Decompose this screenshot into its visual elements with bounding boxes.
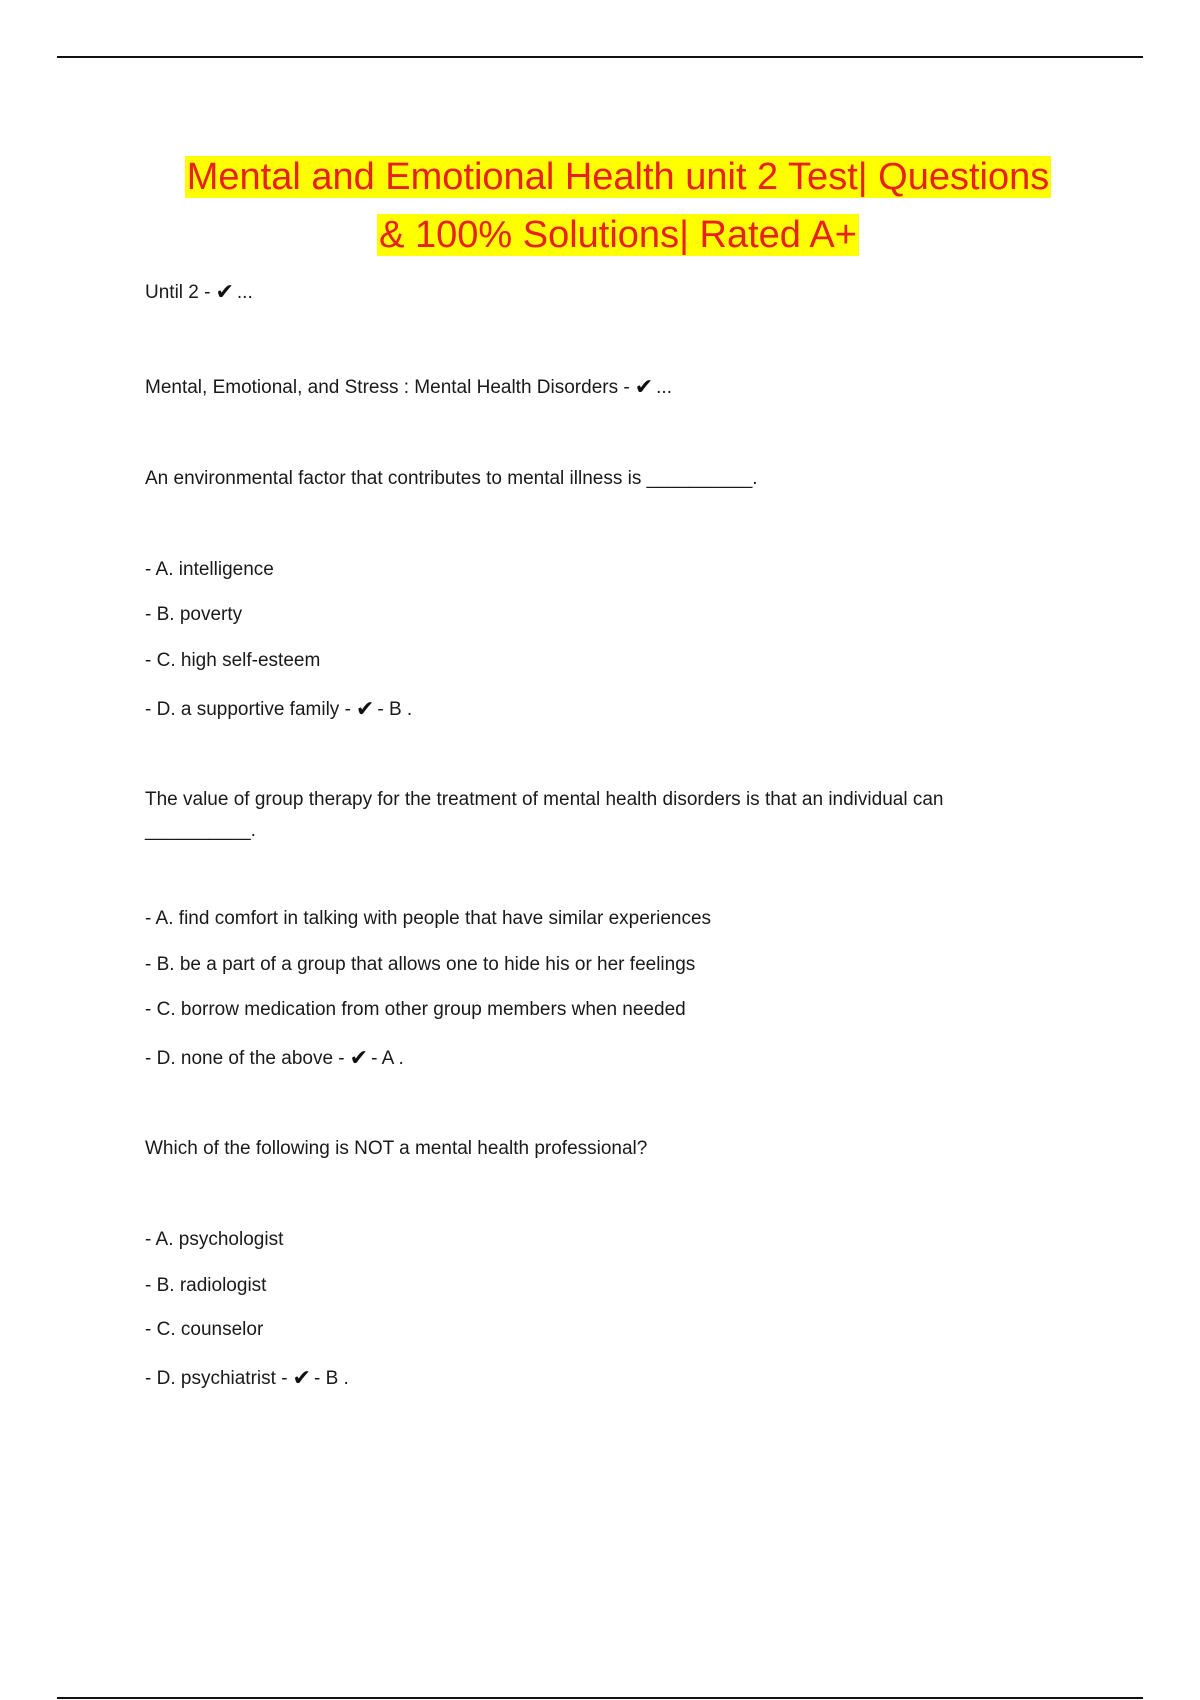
check-mark-icon: ✔ (349, 1045, 369, 1070)
question-2-blank: __________. (145, 820, 256, 841)
question-1-option-d: - D. a supportive family - ✔ - B . (145, 696, 413, 721)
subsection-heading: Mental, Emotional, and Stress : Mental Health Disorders - ✔ ... (145, 374, 672, 399)
title-line-2: & 100% Solutions| Rated A+ (379, 214, 857, 256)
check-mark-icon: ✔ (355, 696, 375, 721)
question-3-answer: - B . (313, 1368, 349, 1389)
check-mark-icon: ✔ (634, 374, 654, 399)
question-3-option-c: - C. counselor (145, 1319, 264, 1340)
check-mark-icon: ✔ (215, 279, 234, 304)
question-2-option-d: - D. none of the above - ✔ - A . (145, 1045, 404, 1070)
question-3-option-d: - D. psychiatrist - ✔ - B . (145, 1365, 349, 1390)
footer-rule (57, 1697, 1143, 1699)
question-1-answer: - B . (377, 699, 413, 720)
header-rule (57, 56, 1143, 58)
question-2-answer: - A . (371, 1048, 404, 1069)
question-3-option-a: - A. psychologist (145, 1229, 284, 1250)
question-1-option-c: - C. high self-esteem (145, 650, 321, 671)
question-2-option-a: - A. find comfort in talking with people that have similar experiences (145, 908, 712, 929)
question-3-option-b: - B. radiologist (145, 1275, 267, 1296)
question-3: Which of the following is NOT a mental health professional? (145, 1138, 648, 1159)
document-title (120, 148, 1116, 264)
question-1-option-b: - B. poverty (145, 604, 243, 625)
section-heading: Until 2 - ✔ ... (145, 279, 253, 304)
title-line-1: Mental and Emotional Health unit 2 Test| Questions (186, 156, 1050, 198)
question-1: An environmental factor that contributes to mental illness is __________. (145, 468, 758, 489)
question-2: The value of group therapy for the treatment of mental health disorders is that an individual can (145, 789, 944, 810)
question-2-option-c: - C. borrow medication from other group members when needed (145, 999, 686, 1020)
check-mark-icon: ✔ (292, 1365, 311, 1390)
question-2-option-b: - B. be a part of a group that allows one to hide his or her feelings (145, 954, 696, 975)
question-1-option-a: - A. intelligence (145, 559, 274, 580)
